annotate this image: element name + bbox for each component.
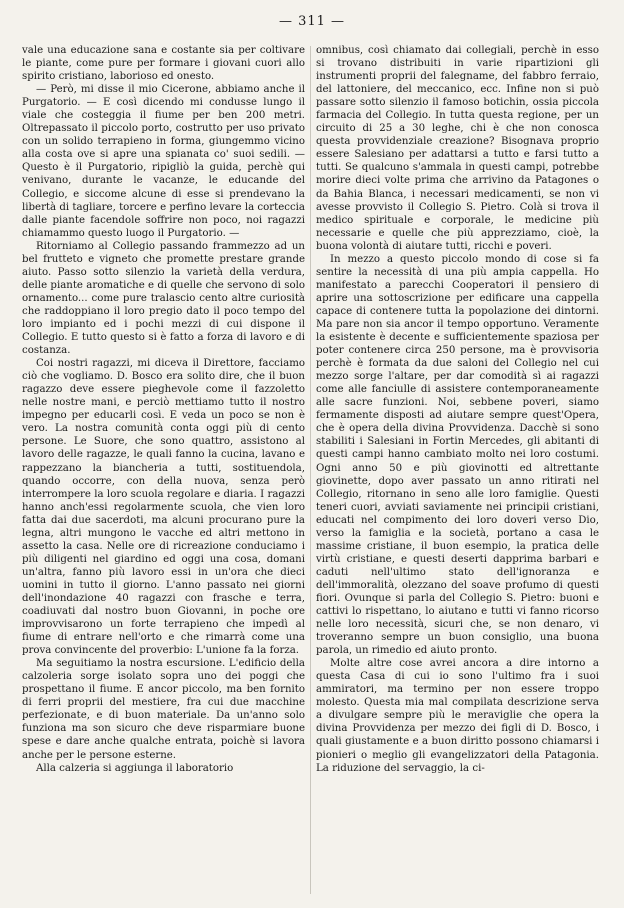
left-column — [22, 44, 305, 894]
paragraph: vale una educazione sana e costante sia per coltivare le piante, come pure per formare i giovani cuori allo spirito cristiano, laborioso ed onesto. — [22, 45, 305, 83]
paragraph: Molte altre cose avrei ancora a dire intorno a questa Casa di cui io sono l'ultimo fra i suoi ammiratori, ma termino per non essere troppo molesto. Questa mia mal compilata descrizione serva a divulgare sempre più le meraviglie che opera la divina Provvidenza per mezzo dei figli di D. Bosco, i quali giustamente e a buon diritto possono chiamarsi i pionieri o meglio gli evangelizzatori della Patagonia. La riduzione del servaggio, la ci- — [316, 658, 599, 774]
paragraph: Ma seguitiamo la nostra escursione. L'edificio della calzoleria sorge isolato sopra uno dei poggi che prospettano il fiume. E ancor piccolo, ma ben fornito di ferri proprii del mestiere, fra cui due macchine perfezionate, e di buon materiale. Da un'anno solo funziona ma son sicuro che deve risparmiare buone spese e dare anche qualche entrata, poichè si lavora anche per le persone esterne. — [22, 658, 305, 761]
paragraph: In mezzo a questo piccolo mondo di cose si fa sentire la necessità di una più ampia cappella. Ho manifestato a parecchi Cooperatori il pensiero di aprire una sottoscrizione per edificare una cappella capace di contenere tutta la popolazione dei dintorni. Ma pare non sia ancor il tempo opportuno. Veramente la esistente è decente e sufficientemente spaziosa per poter contenere circa 250 persone, ma è provvisoria perchè è formata da due saloni del Collegio nel cui mezzo sorge l'altare, per dar comodità sì ai ragazzi come alle fanciulle di assistere contemporaneamente alle sacre funzioni. Noi, sebbene poveri, siamo fermamente disposti ad aiutare sempre quest'Opera, che è opera della divina Provvidenza. Dacchè si sono stabiliti i Salesiani in Fortin Mercedes, gli abitanti di questi campi hanno cambiato molto nei loro costumi. Ogni anno 50 e più giovinotti ed altrettante giovinette, dopo aver passato un anno ritirati nel Collegio, ritornano in seno alle loro famiglie. Questi teneri cuori, avviati saviamente nei principii cristiani, educati nel compimento dei loro doveri verso Dio, verso la famiglia e la società, portano a casa le massime cristiane, il buon esempio, la pratica delle virtù cristiane, e questi deserti dapprima barbari e caduti nell'ultimo stato dell'ignoranza e dell'immoralità, olezzano del soave profumo di questi fiori. Ovunque si parla del Collegio S. Pietro: buoni e cattivi lo rispettano, lo aiutano e tutti vi fanno ricorso nelle loro necessità, sicuri che, se non denaro, vi troveranno sempre un buon consiglio, una buona parola, un rimedio ed aiuto pronto. — [316, 253, 599, 657]
paragraph: — Però, mi disse il mio Cicerone, abbiamo anche il Purgatorio. — E così dicendo mi condusse lungo il viale che costeggia il fiume per ben 200 metri. Oltrepassato il piccolo porto, costrutto per uso privato con un solido terrapieno in forma, giungemmo vicino alla costa ove si apre una spianata co' suoi sedili. —Questo è il Purgatorio, ripigliò la guida, perchè qui venivano, durante le vacanze, le educande del Collegio, e siccome alcune di esse si prendevano la libertà di tagliare, torcere e perfino levare la corteccia dalle piante facendole soffrire non poco, noi ragazzi chiamammo questo luogo il Purgatorio. — — [22, 84, 305, 239]
paragraph: Alla calzeria si aggiunga il laboratorio — [36, 762, 234, 774]
page-number: — 311 — — [278, 14, 346, 29]
paragraph: Ritorniamo al Collegio passando frammezzo ad un bel frutteto e vigneto che promette prestare grande aiuto. Passo sotto silenzio la varietà della verdura, delle piante aromatiche e di quelle che servono di solo ornamento... come pure tralascio cento altre curiosità che raddoppiano il loro pregio dato il poco tempo del loro impianto ed i pochi mezzi di cui dispone il Collegio. E tutto questo si è fatto a forza di lavoro e di costanza. — [22, 240, 305, 357]
paragraph: Coi nostri ragazzi, mi diceva il Direttore, facciamo ciò che vogliamo. D. Bosco era solito dire, che il buon ragazzo deve essere pieghevole come il fazzoletto nelle nostre mani, e perciò mettiamo tutto il nostro impegno per educarli così. E veda un poco se non è vero. La nostra comunità conta oggi più di cento persone. Le Suore, che sono quattro, assistono al lavoro delle ragazze, le quali fanno la cucina, lavano e rappezzano la biancheria a tutti, sostituendola, quando occorre, con della nuova, senza però interrompere la loro scuola regolare e diaria. I ragazzi hanno anch'essi regolarmente scuola, che vien loro fatta dai due sacerdoti, ma alcuni procurano pure la legna, altri mungono le vacche ed altri mettono in assetto la casa. Nelle ore di ricreazione conduciamo i più diligenti nel giardino ed oggi una cosa, domani un'altra, fanno più lavoro essi in un'ora che dieci uomini in tutto il giorno. L'anno passato nei giorni dell'inondazione 40 ragazzi con frasche e terra, coadiuvati dal nostro buon Giovanni, in poche ore improvvisarono un forte terrapieno che impedì al fiume di entrare nell'orto e che rimarrà come una prova convincente del proverbio: L'unione fa la forza. — [22, 358, 305, 657]
paragraph: omnibus, così chiamato dai collegiali, perchè in esso si trovano distribuiti in varie ripartizioni gli instrumenti proprii del falegname, del fabbro ferraio, del lattoniere, del meccanico, ecc. Infine non si può passare sotto silenzio il famoso botichin, ossia piccola farmacia del Collegio. In tutta questa regione, per un circuito di 25 a 30 leghe, chi è che non conosca questa provvidenziale creazione? Bisognava proprio essere Salesiano per adattarsi a tutto e farsi tutto a tutti. Se qualcuno s'ammala in questi campi, potrebbe morire dieci volte prima che arrivino da Patagones o da Bahia Blanca, i necessari medicamenti, se non vi avesse provvisto il Collegio S. Pietro. Colà si trova il medico spirituale e corporale, le medicine più necessarie e quelle che più apprezziamo, cioè, la buona volontà di aiutare tutti, ricchi e poveri. — [316, 45, 599, 252]
column-divider — [310, 46, 311, 894]
right-column — [316, 44, 599, 894]
